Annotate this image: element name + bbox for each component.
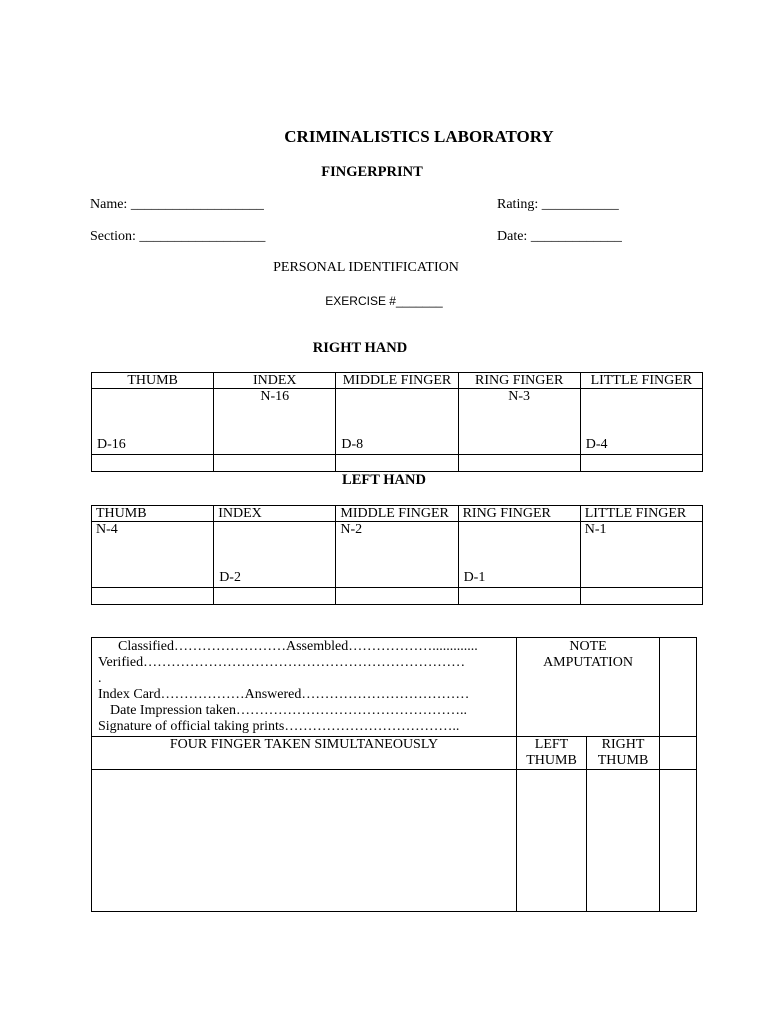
personal-identification-heading: PERSONAL IDENTIFICATION <box>273 260 459 275</box>
exercise-number-field[interactable]: EXERCISE #_______ <box>325 294 443 308</box>
left-thumb-label <box>517 737 587 770</box>
lh-code-little <box>580 588 702 605</box>
rh-middle-delta: D-8 <box>341 437 364 452</box>
rh-col-ring: RING FINGER <box>458 373 580 389</box>
left-thumb-word: THUMB <box>526 753 577 768</box>
classification-block <box>92 638 517 737</box>
rh-col-index: INDEX <box>214 373 336 389</box>
left-hand-table <box>91 505 703 605</box>
lh-index-delta: D-2 <box>219 570 241 585</box>
verified-line-continuation: . <box>98 671 102 686</box>
four-finger-print-area <box>92 770 517 912</box>
lh-middle-core: N-2 <box>340 522 363 537</box>
section-field[interactable]: Section: __________________ <box>90 229 266 244</box>
lh-col-index: INDEX <box>214 506 336 522</box>
lh-col-middle: MIDDLE FINGER <box>336 506 458 522</box>
right-hand-heading: RIGHT HAND <box>312 340 408 356</box>
rh-little-delta: D-4 <box>585 437 608 452</box>
rh-code-thumb <box>92 455 214 472</box>
lh-code-index <box>214 588 336 605</box>
lh-code-ring <box>458 588 580 605</box>
rh-thumb-delta: D-16 <box>97 437 126 452</box>
right-thumb-print-area <box>587 770 660 912</box>
lh-code-thumb <box>92 588 214 605</box>
rh-col-middle: MIDDLE FINGER <box>336 373 458 389</box>
page-subtitle: FINGERPRINT <box>321 164 423 180</box>
classification-table <box>91 637 697 912</box>
right-label: RIGHT <box>601 737 645 752</box>
note-amputation-cell <box>517 638 660 737</box>
lh-print-middle <box>336 522 458 588</box>
lh-ring-delta: D-1 <box>463 570 486 585</box>
signature-line[interactable]: Signature of official taking prints……………………………….. <box>98 719 460 734</box>
rh-print-index <box>214 389 336 455</box>
rh-code-little <box>580 455 702 472</box>
lh-print-little <box>580 522 702 588</box>
rh-code-index <box>214 455 336 472</box>
note-label: NOTE <box>569 639 607 654</box>
rh-code-ring <box>458 455 580 472</box>
rh-index-core: N-16 <box>260 389 290 404</box>
lh-col-thumb: THUMB <box>92 506 214 522</box>
rh-print-ring <box>458 389 580 455</box>
amputation-blank <box>660 638 697 737</box>
left-hand-heading: LEFT HAND <box>342 472 426 488</box>
index-card-answered-line[interactable]: Index Card………………Answered……………………………… <box>98 687 470 702</box>
left-label: LEFT <box>534 737 569 752</box>
rh-print-thumb <box>92 389 214 455</box>
lh-little-core: N-1 <box>584 522 607 537</box>
rating-field[interactable]: Rating: ___________ <box>497 197 619 212</box>
rh-print-middle <box>336 389 458 455</box>
date-field[interactable]: Date: _____________ <box>497 229 622 244</box>
name-field[interactable]: Name: ___________________ <box>90 197 264 212</box>
page-title: CRIMINALISTICS LABORATORY <box>284 127 554 146</box>
rh-code-middle <box>336 455 458 472</box>
rh-col-little: LITTLE FINGER <box>580 373 702 389</box>
lh-thumb-core: N-4 <box>96 522 118 537</box>
right-thumb-label <box>587 737 660 770</box>
amputation-label: AMPUTATION <box>543 655 633 670</box>
lh-print-index <box>214 522 336 588</box>
rh-col-thumb: THUMB <box>92 373 214 389</box>
lh-col-little: LITTLE FINGER <box>580 506 702 522</box>
lh-code-middle <box>336 588 458 605</box>
four-finger-label: FOUR FINGER TAKEN SIMULTANEOUSLY <box>92 737 517 770</box>
lh-print-thumb <box>92 522 214 588</box>
rh-ring-core: N-3 <box>508 389 531 404</box>
date-impression-line[interactable]: Date Impression taken………………………………………….. <box>110 703 467 718</box>
lh-col-ring: RING FINGER <box>458 506 580 522</box>
rh-print-little <box>580 389 702 455</box>
header-blank <box>660 737 697 770</box>
left-thumb-print-area <box>517 770 587 912</box>
right-hand-table <box>91 372 703 472</box>
right-thumb-word: THUMB <box>597 753 649 768</box>
classified-assembled-line[interactable]: Classified……………………Assembled………………............. <box>118 639 478 654</box>
extra-blank-area <box>660 770 697 912</box>
lh-print-ring <box>458 522 580 588</box>
verified-line[interactable]: Verified…………………………………………………………… <box>98 655 466 670</box>
